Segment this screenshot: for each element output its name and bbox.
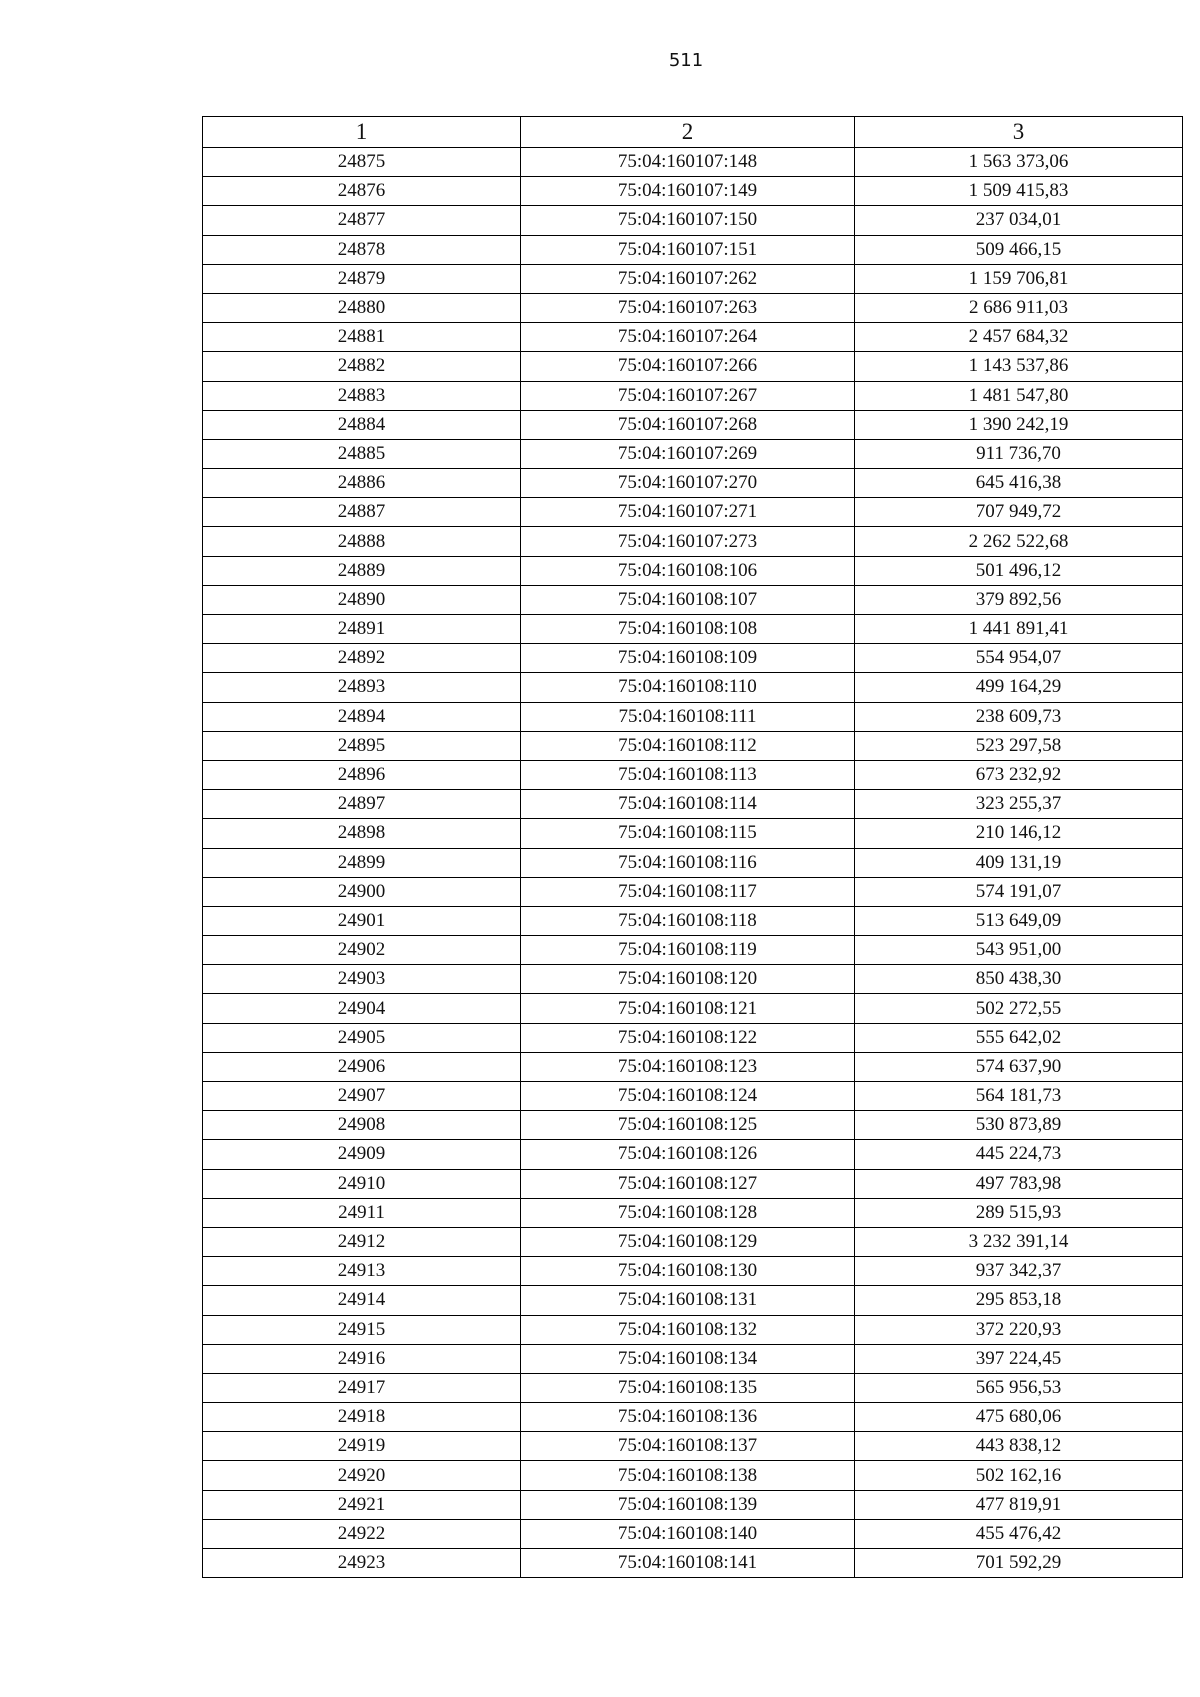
table-row [203,760,1183,789]
table-row [203,1315,1183,1344]
cadastral-number-cell: 75:04:160108:130 [521,1257,855,1286]
cadastral-number-cell: 75:04:160108:124 [521,1082,855,1111]
row-number-cell: 24905 [203,1023,521,1052]
table-row [203,585,1183,614]
row-number-cell: 24902 [203,936,521,965]
row-number-cell: 24917 [203,1373,521,1402]
value-cell: 238 609,73 [855,702,1183,731]
row-number-cell: 24918 [203,1403,521,1432]
cadastral-number-cell: 75:04:160108:116 [521,848,855,877]
cadastral-number-cell: 75:04:160107:263 [521,293,855,322]
row-number-cell: 24890 [203,585,521,614]
table-row [203,790,1183,819]
table-row [203,673,1183,702]
cadastral-number-cell: 75:04:160108:138 [521,1461,855,1490]
row-number-cell: 24887 [203,498,521,527]
value-cell: 543 951,00 [855,936,1183,965]
table-row [203,177,1183,206]
cadastral-number-cell: 75:04:160108:137 [521,1432,855,1461]
table-row [203,1461,1183,1490]
table-row [203,1490,1183,1519]
cadastral-number-cell: 75:04:160108:132 [521,1315,855,1344]
row-number-cell: 24884 [203,410,521,439]
value-cell: 295 853,18 [855,1286,1183,1315]
cadastral-number-cell: 75:04:160108:123 [521,1052,855,1081]
row-number-cell: 24878 [203,235,521,264]
table-row [203,206,1183,235]
table-row [203,906,1183,935]
value-cell: 673 232,92 [855,760,1183,789]
cadastral-number-cell: 75:04:160107:150 [521,206,855,235]
cadastral-number-cell: 75:04:160107:266 [521,352,855,381]
cadastral-number-cell: 75:04:160108:129 [521,1227,855,1256]
cadastral-number-cell: 75:04:160108:120 [521,965,855,994]
cadastral-number-cell: 75:04:160107:273 [521,527,855,556]
value-cell: 443 838,12 [855,1432,1183,1461]
table-row [203,702,1183,731]
table-row [203,1227,1183,1256]
value-cell: 289 515,93 [855,1198,1183,1227]
cadastral-number-cell: 75:04:160108:115 [521,819,855,848]
cadastral-number-cell: 75:04:160107:268 [521,410,855,439]
value-cell: 445 224,73 [855,1140,1183,1169]
value-cell: 409 131,19 [855,848,1183,877]
value-cell: 3 232 391,14 [855,1227,1183,1256]
cadastral-number-cell: 75:04:160108:139 [521,1490,855,1519]
value-cell: 455 476,42 [855,1519,1183,1548]
row-number-cell: 24914 [203,1286,521,1315]
value-cell: 554 954,07 [855,644,1183,673]
row-number-cell: 24906 [203,1052,521,1081]
row-number-cell: 24879 [203,264,521,293]
value-cell: 237 034,01 [855,206,1183,235]
cadastral-number-cell: 75:04:160107:149 [521,177,855,206]
cadastral-number-cell: 75:04:160107:264 [521,323,855,352]
table-row [203,1082,1183,1111]
table-row [203,1286,1183,1315]
row-number-cell: 24876 [203,177,521,206]
value-cell: 475 680,06 [855,1403,1183,1432]
table-row [203,148,1183,177]
value-cell: 397 224,45 [855,1344,1183,1373]
table-row [203,1549,1183,1578]
value-cell: 937 342,37 [855,1257,1183,1286]
cadastral-number-cell: 75:04:160108:111 [521,702,855,731]
cadastral-number-cell: 75:04:160108:134 [521,1344,855,1373]
value-cell: 1 509 415,83 [855,177,1183,206]
table-row [203,264,1183,293]
table-body [203,148,1183,1578]
cadastral-number-cell: 75:04:160108:127 [521,1169,855,1198]
row-number-cell: 24910 [203,1169,521,1198]
value-cell: 1 481 547,80 [855,381,1183,410]
cadastral-number-cell: 75:04:160108:113 [521,760,855,789]
value-cell: 2 686 911,03 [855,293,1183,322]
cadastral-number-cell: 75:04:160108:125 [521,1111,855,1140]
table-row [203,556,1183,585]
cadastral-number-cell: 75:04:160108:135 [521,1373,855,1402]
table-row [203,819,1183,848]
row-number-cell: 24893 [203,673,521,702]
cadastral-number-cell: 75:04:160108:122 [521,1023,855,1052]
table-row [203,644,1183,673]
row-number-cell: 24900 [203,877,521,906]
row-number-cell: 24895 [203,731,521,760]
cadastral-number-cell: 75:04:160108:112 [521,731,855,760]
table-row [203,1344,1183,1373]
column-header-1: 1 [203,117,521,148]
row-number-cell: 24875 [203,148,521,177]
column-header-2: 2 [521,117,855,148]
value-cell: 564 181,73 [855,1082,1183,1111]
table-row [203,994,1183,1023]
header-row [203,117,1183,148]
table-row [203,1140,1183,1169]
cadastral-number-cell: 75:04:160107:270 [521,469,855,498]
row-number-cell: 24903 [203,965,521,994]
row-number-cell: 24901 [203,906,521,935]
value-cell: 1 563 373,06 [855,148,1183,177]
cadastral-number-cell: 75:04:160108:119 [521,936,855,965]
row-number-cell: 24891 [203,615,521,644]
value-cell: 323 255,37 [855,790,1183,819]
cadastral-number-cell: 75:04:160108:106 [521,556,855,585]
row-number-cell: 24885 [203,439,521,468]
value-cell: 701 592,29 [855,1549,1183,1578]
row-number-cell: 24894 [203,702,521,731]
table-row [203,527,1183,556]
table-row [203,323,1183,352]
row-number-cell: 24888 [203,527,521,556]
cadastral-number-cell: 75:04:160108:126 [521,1140,855,1169]
row-number-cell: 24904 [203,994,521,1023]
row-number-cell: 24913 [203,1257,521,1286]
cadastral-number-cell: 75:04:160108:108 [521,615,855,644]
cadastral-number-cell: 75:04:160107:262 [521,264,855,293]
value-cell: 2 262 522,68 [855,527,1183,556]
table-row [203,352,1183,381]
value-cell: 555 642,02 [855,1023,1183,1052]
row-number-cell: 24889 [203,556,521,585]
table-row [203,498,1183,527]
table-row [203,1403,1183,1432]
row-number-cell: 24916 [203,1344,521,1373]
cadastral-number-cell: 75:04:160107:148 [521,148,855,177]
row-number-cell: 24898 [203,819,521,848]
cadastral-number-cell: 75:04:160108:110 [521,673,855,702]
row-number-cell: 24880 [203,293,521,322]
value-cell: 502 272,55 [855,994,1183,1023]
value-cell: 523 297,58 [855,731,1183,760]
cadastral-number-cell: 75:04:160108:118 [521,906,855,935]
row-number-cell: 24920 [203,1461,521,1490]
cadastral-number-cell: 75:04:160107:271 [521,498,855,527]
value-cell: 372 220,93 [855,1315,1183,1344]
cadastral-number-cell: 75:04:160108:114 [521,790,855,819]
row-number-cell: 24923 [203,1549,521,1578]
row-number-cell: 24908 [203,1111,521,1140]
table-row [203,1373,1183,1402]
value-cell: 513 649,09 [855,906,1183,935]
value-cell: 499 164,29 [855,673,1183,702]
row-number-cell: 24919 [203,1432,521,1461]
table-row [203,731,1183,760]
table-row [203,1257,1183,1286]
table-row [203,1023,1183,1052]
cadastral-number-cell: 75:04:160108:128 [521,1198,855,1227]
row-number-cell: 24897 [203,790,521,819]
row-number-cell: 24899 [203,848,521,877]
table-row [203,615,1183,644]
row-number-cell: 24912 [203,1227,521,1256]
table-row [203,965,1183,994]
table-row [203,235,1183,264]
value-cell: 379 892,56 [855,585,1183,614]
value-cell: 477 819,91 [855,1490,1183,1519]
row-number-cell: 24886 [203,469,521,498]
value-cell: 1 159 706,81 [855,264,1183,293]
row-number-cell: 24883 [203,381,521,410]
value-cell: 574 191,07 [855,877,1183,906]
value-cell: 645 416,38 [855,469,1183,498]
table-row [203,469,1183,498]
row-number-cell: 24915 [203,1315,521,1344]
row-number-cell: 24911 [203,1198,521,1227]
value-cell: 565 956,53 [855,1373,1183,1402]
value-cell: 1 143 537,86 [855,352,1183,381]
table-row [203,1519,1183,1548]
column-header-3: 3 [855,117,1183,148]
row-number-cell: 24896 [203,760,521,789]
row-number-cell: 24881 [203,323,521,352]
cadastral-number-cell: 75:04:160108:140 [521,1519,855,1548]
value-cell: 2 457 684,32 [855,323,1183,352]
page-number: 511 [668,50,704,71]
table-header [203,117,1183,148]
value-cell: 850 438,30 [855,965,1183,994]
table-row [203,439,1183,468]
cadastral-number-cell: 75:04:160107:269 [521,439,855,468]
value-cell: 530 873,89 [855,1111,1183,1140]
value-cell: 1 390 242,19 [855,410,1183,439]
table-row [203,936,1183,965]
value-cell: 509 466,15 [855,235,1183,264]
row-number-cell: 24882 [203,352,521,381]
row-number-cell: 24892 [203,644,521,673]
table-row [203,1111,1183,1140]
cadastral-number-cell: 75:04:160108:121 [521,994,855,1023]
row-number-cell: 24922 [203,1519,521,1548]
table-row [203,1198,1183,1227]
cadastral-number-cell: 75:04:160108:136 [521,1403,855,1432]
table-row [203,293,1183,322]
value-cell: 574 637,90 [855,1052,1183,1081]
cadastral-number-cell: 75:04:160108:131 [521,1286,855,1315]
table-row [203,877,1183,906]
table-row [203,1052,1183,1081]
table-row [203,381,1183,410]
cadastral-number-cell: 75:04:160108:107 [521,585,855,614]
value-cell: 911 736,70 [855,439,1183,468]
table-row [203,848,1183,877]
table-row [203,410,1183,439]
row-number-cell: 24921 [203,1490,521,1519]
cadastral-number-cell: 75:04:160108:109 [521,644,855,673]
cadastral-number-cell: 75:04:160108:141 [521,1549,855,1578]
table-row [203,1169,1183,1198]
cadastral-number-cell: 75:04:160107:267 [521,381,855,410]
value-cell: 502 162,16 [855,1461,1183,1490]
cadastral-number-cell: 75:04:160108:117 [521,877,855,906]
data-table [202,116,1183,1578]
row-number-cell: 24877 [203,206,521,235]
row-number-cell: 24909 [203,1140,521,1169]
row-number-cell: 24907 [203,1082,521,1111]
value-cell: 497 783,98 [855,1169,1183,1198]
value-cell: 501 496,12 [855,556,1183,585]
table-row [203,1432,1183,1461]
value-cell: 1 441 891,41 [855,615,1183,644]
cadastral-number-cell: 75:04:160107:151 [521,235,855,264]
value-cell: 707 949,72 [855,498,1183,527]
value-cell: 210 146,12 [855,819,1183,848]
